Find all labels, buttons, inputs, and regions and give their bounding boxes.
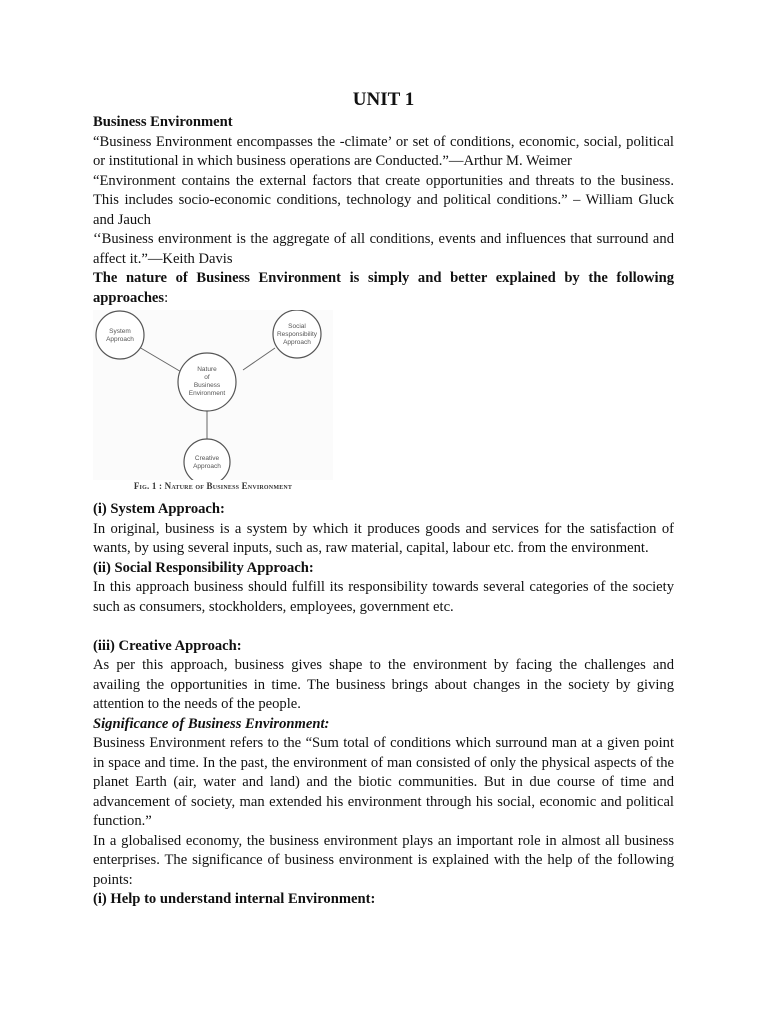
document-page bbox=[93, 88, 674, 910]
svg-text:Creative: Creative bbox=[194, 455, 220, 462]
nature-intro-colon: : bbox=[164, 289, 169, 306]
svg-text:System: System bbox=[109, 328, 131, 335]
svg-text:Nature: Nature bbox=[197, 366, 217, 373]
system-approach-body: In original, business is a system by which it produces goods and services for the satisfaction of wants, by using several inputs, such as, raw material, capital, labour etc. from the environment. bbox=[93, 520, 674, 556]
social-responsibility-body: In this approach business should fulfill its responsibility towards several categories of the society such as consumers, stockholders, employees, government etc. bbox=[93, 579, 674, 615]
nature-intro bbox=[93, 269, 674, 308]
svg-text:Social: Social bbox=[288, 323, 306, 330]
quote-keith-davis: ‘‘Business environment is the aggregate of all conditions, events and influences that surround and affect it.”—Keith Davis bbox=[93, 231, 674, 267]
page-title: UNIT 1 bbox=[352, 89, 415, 110]
svg-text:Approach: Approach bbox=[283, 339, 311, 346]
social-responsibility-heading: (ii) Social Responsibility Approach: bbox=[93, 559, 314, 576]
significance-paragraph-1: Business Environment refers to the “Sum total of conditions which surround man at a given point in space and time. In the past, the environment of man consisted of only the physical aspects of the planet Earth (air, water and land) and the biotic communities. But in due course of time and advancement of society, man extended his environment through his social, economic and political function.” bbox=[93, 735, 674, 829]
node-social-responsibility-approach bbox=[273, 310, 321, 358]
quote-weimer: “Business Environment encompasses the -climate’ or set of conditions, economic, social, political or institutional in which business operations are Conducted.”—Arthur M. Weimer bbox=[93, 133, 674, 169]
svg-text:of: of bbox=[204, 374, 210, 381]
node-nature-of-business-environment bbox=[178, 353, 236, 411]
nature-diagram-figure bbox=[93, 310, 333, 498]
section-heading-business-environment: Business Environment bbox=[93, 114, 233, 130]
svg-text:Approach: Approach bbox=[106, 336, 134, 343]
nature-diagram bbox=[93, 310, 333, 480]
node-system-approach bbox=[96, 311, 144, 359]
significance-heading: Significance of Business Environment: bbox=[93, 715, 330, 732]
svg-text:Environment: Environment bbox=[188, 390, 226, 397]
node-creative-approach bbox=[184, 439, 230, 480]
spacer bbox=[93, 617, 674, 637]
system-approach-heading: (i) System Approach: bbox=[93, 501, 225, 517]
nature-intro-text: The nature of Business Environment is simply and better explained by the following approaches bbox=[93, 270, 674, 306]
svg-text:Approach: Approach bbox=[193, 463, 221, 470]
significance-paragraph-2: In a globalised economy, the business environment plays an important role in almost all business enterprises. The significance of business environment is explained with the help of the following points: bbox=[93, 832, 674, 888]
creative-approach-body: As per this approach, business gives shape to the environment by facing the challenges and availing the opportunities in time. The business brings about changes in the society by giving attention to the needs of the people. bbox=[93, 657, 674, 712]
svg-text:Responsibility: Responsibility bbox=[276, 331, 318, 338]
quote-gluck-jauch: “Environment contains the external factors that create opportunities and threats to the business. This includes socio-economic conditions, technology and political conditions.” – William Gluck and Jauch bbox=[93, 172, 674, 228]
svg-text:Business: Business bbox=[193, 382, 221, 389]
creative-approach-heading: (iii) Creative Approach: bbox=[93, 637, 242, 654]
point-1-heading: (i) Help to understand internal Environment: bbox=[93, 891, 376, 907]
figure-caption: Fig. 1 : Nature of Business Environment bbox=[133, 481, 293, 491]
